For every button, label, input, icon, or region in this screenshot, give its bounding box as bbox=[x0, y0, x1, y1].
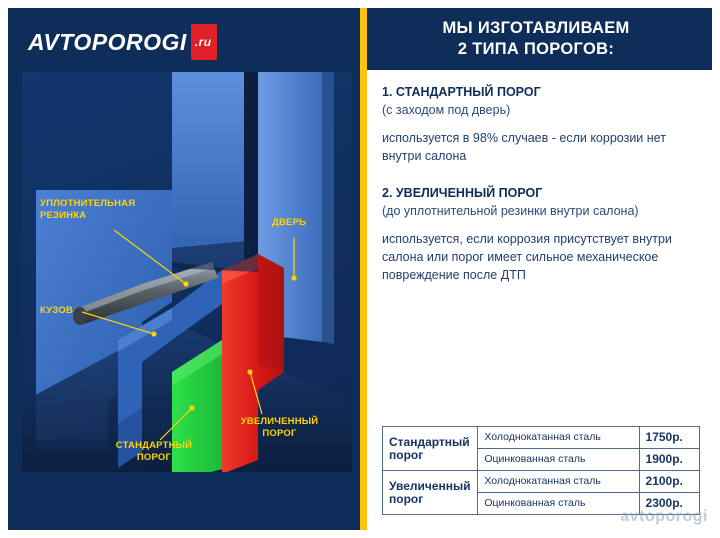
table-row bbox=[383, 427, 700, 449]
page-title-line1: МЫ ИЗГОТАВЛИВАЕМ bbox=[442, 19, 630, 37]
diagram-svg bbox=[22, 72, 352, 472]
cell-price: 2100р. bbox=[639, 471, 699, 493]
label-seal-line2: РЕЗИНКА bbox=[40, 210, 87, 221]
item2-text: используется, если коррозия присутствует внутри салона или порог имеет сильное механическое повреждение после ДТП bbox=[382, 232, 672, 282]
label-body: КУЗОВ bbox=[40, 305, 74, 316]
brand-logo-text bbox=[28, 24, 268, 60]
leader-dot-seal bbox=[183, 281, 188, 286]
cell-price: 2300р. bbox=[639, 493, 699, 515]
price-table bbox=[382, 426, 700, 515]
label-extended-line2: ПОРОГ bbox=[262, 428, 297, 439]
divider-yellow-bar bbox=[360, 8, 367, 530]
cell-type-extended: Увеличенный порог bbox=[383, 471, 478, 515]
watermark: avtoporogi bbox=[620, 508, 708, 525]
leader-dot-body bbox=[151, 331, 156, 336]
right-panel bbox=[360, 8, 712, 530]
item1-subtitle: (с заходом под дверь) bbox=[382, 103, 511, 117]
cell-price: 1750р. bbox=[639, 427, 699, 449]
frame-right bbox=[712, 0, 720, 538]
header-block bbox=[360, 8, 712, 70]
cell-material: Холоднокатанная сталь bbox=[478, 471, 639, 493]
brand-logo bbox=[28, 24, 268, 58]
label-standard-sill bbox=[94, 440, 214, 464]
description-block bbox=[382, 84, 694, 284]
leader-dot-door bbox=[291, 275, 296, 280]
spacer bbox=[382, 165, 694, 185]
item1-title: 1. СТАНДАРТНЫЙ ПОРОГ bbox=[382, 85, 541, 99]
label-seal bbox=[40, 198, 170, 222]
brand-name: AVTOPOROGI bbox=[28, 29, 187, 55]
cell-price: 1900р. bbox=[639, 449, 699, 471]
frame-bottom bbox=[0, 530, 720, 538]
cell-material: Холоднокатанная сталь bbox=[478, 427, 639, 449]
door-panel-edge bbox=[322, 72, 334, 344]
cell-material: Оцинкованная сталь bbox=[478, 449, 639, 471]
frame-top bbox=[0, 0, 720, 8]
item2-title: 2. УВЕЛИЧЕННЫЙ ПОРОГ bbox=[382, 186, 543, 200]
label-extended-line1: УВЕЛИЧЕННЫЙ bbox=[240, 416, 319, 427]
left-panel bbox=[8, 8, 360, 530]
sill-diagram bbox=[22, 72, 352, 472]
cell-material: Оцинкованная сталь bbox=[478, 493, 639, 515]
table-row bbox=[383, 471, 700, 493]
item1-text: используется в 98% случаев - если коррозии нет внутри салона bbox=[382, 131, 666, 163]
label-extended-sill bbox=[222, 416, 337, 440]
extended-sill-shade bbox=[258, 254, 284, 372]
label-door: ДВЕРЬ bbox=[272, 217, 307, 228]
brand-tld-badge: .ru bbox=[191, 24, 217, 60]
frame-left bbox=[0, 0, 8, 538]
label-seal-line1: УПЛОТНИТЕЛЬНАЯ bbox=[40, 198, 136, 209]
item2-subtitle: (до уплотнительной резинки внутри салона) bbox=[382, 204, 639, 218]
page-title-line2: 2 ТИПА ПОРОГОВ: bbox=[457, 40, 615, 58]
leader-dot-extended bbox=[247, 369, 252, 374]
label-standard-line2: ПОРОГ bbox=[136, 452, 172, 463]
cell-type-standard: Стандартный порог bbox=[383, 427, 478, 471]
leader-dot-standard bbox=[189, 405, 194, 410]
label-standard-line1: СТАНДАРТНЫЙ bbox=[115, 440, 193, 451]
